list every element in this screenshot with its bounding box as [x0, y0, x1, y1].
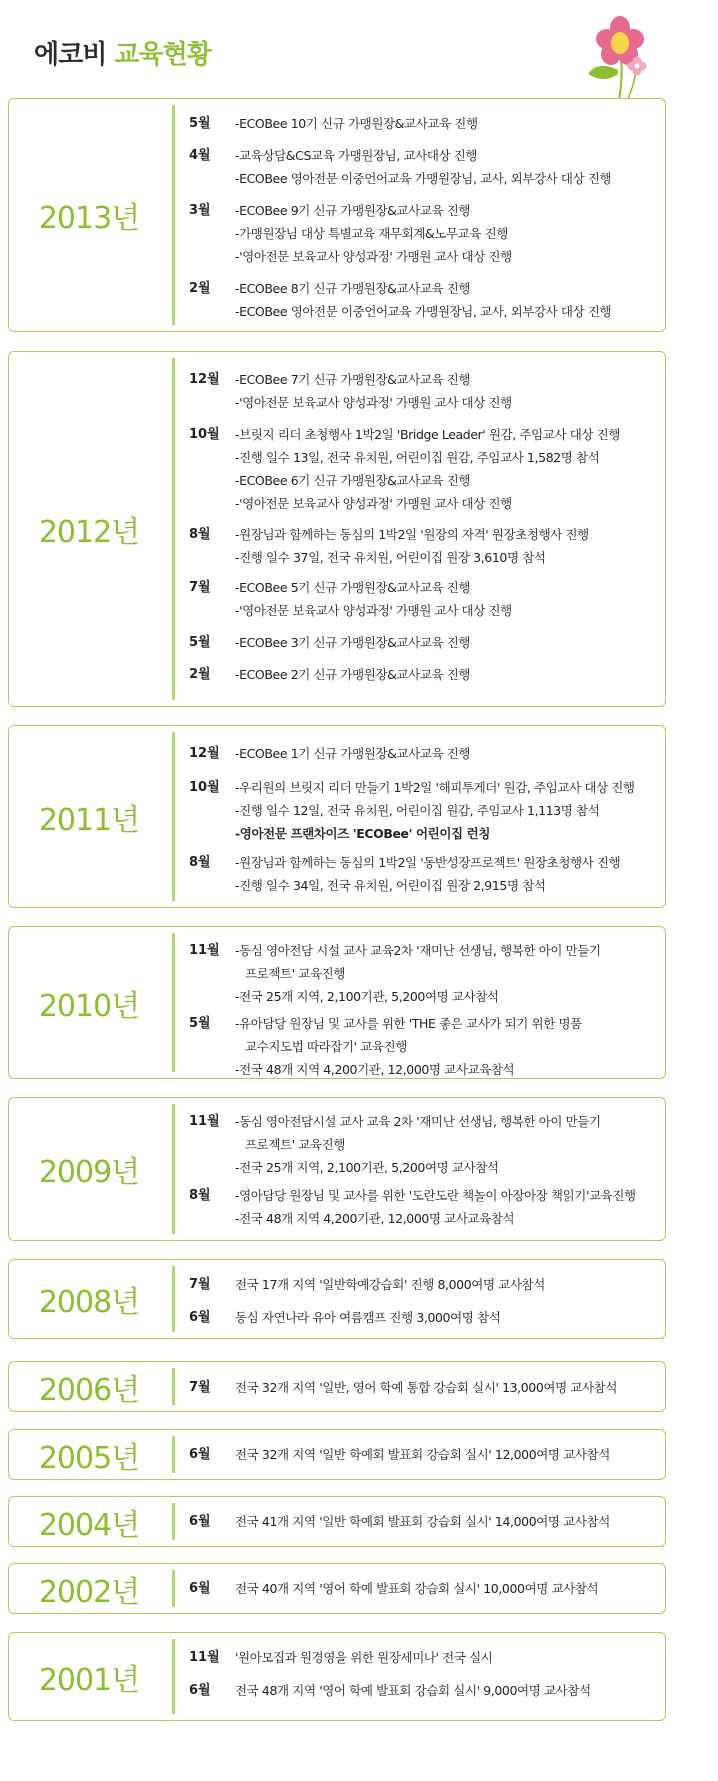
event-line: -교육상담&CS교육 가맹원장님, 교사대상 진행: [235, 148, 478, 163]
event-lines: [235, 776, 661, 845]
month-label: 11월: [189, 943, 220, 958]
year-divider: [172, 1266, 175, 1332]
event-line: 교수지도법 따라잡기' 교육진행: [245, 1039, 407, 1054]
month-label: 5월: [189, 1016, 211, 1031]
timeline-card-9: [8, 1563, 666, 1614]
event-line: -전국 25개 지역, 2,100기관, 5,200여명 교사참석: [235, 989, 499, 1004]
event-lines: [235, 939, 661, 1008]
event-lines: [235, 1110, 661, 1179]
events-list: [189, 927, 661, 1078]
events-list: [189, 1633, 661, 1720]
year-label: 2006년: [38, 1372, 140, 1408]
event-line: -ECOBee 1기 신규 가맹원장&교사교육 진행: [235, 746, 471, 761]
month-label: 11월: [189, 1650, 220, 1665]
event-line: -영아담당 원장님 및 교사를 위한 '도란도란 책놀이 아장아장 책읽기'교육진행: [235, 1188, 636, 1203]
year-label: 2005년: [38, 1440, 140, 1476]
event-lines: [235, 1273, 661, 1296]
event-line: -영아전문 프랜차이즈 'ECOBee' 어린이집 런칭: [235, 826, 490, 841]
month-label: 4월: [189, 148, 211, 163]
event-line: -'영아전문 보육교사 양성과정' 가맹원 교사 대상 진행: [235, 496, 512, 511]
month-label: 6월: [189, 1581, 211, 1596]
month-label: 2월: [189, 667, 211, 682]
year-label: 2009년: [38, 1155, 140, 1190]
event-lines: [235, 576, 661, 622]
event-line: -ECOBee 2기 신규 가맹원장&교사교육 진행: [235, 667, 471, 682]
event-lines: [235, 663, 661, 686]
event-line: -브릿지 리더 초청행사 1박2일 'Bridge Leader' 원감, 주임교사 대상 진행: [235, 427, 621, 442]
year-divider: [172, 1570, 175, 1607]
event-line: -ECOBee 7기 신규 가맹원장&교사교육 진행: [235, 372, 471, 387]
month-label: 7월: [189, 580, 211, 595]
event-line: 전국 48개 지역 '영어 학예 발표회 강습회 실시' 9,000여명 교사참석: [235, 1683, 591, 1698]
event-line: 전국 17개 지역 '일반학예강습회' 진행 8,000여명 교사참석: [235, 1277, 545, 1292]
event-line: -동심 영아전담시설 교사 교육 2차 '재미난 선생님, 행복한 아이 만들기: [235, 1114, 601, 1129]
event-line: -전국 25개 지역, 2,100기관, 5,200여명 교사참석: [235, 1160, 499, 1175]
year-divider: [172, 1104, 175, 1234]
event-line: -ECOBee 3기 신규 가맹원장&교사교육 진행: [235, 635, 471, 650]
month-label: 8월: [189, 527, 211, 542]
event-line: -'영아전문 보육교사 양성과정' 가맹원 교사 대상 진행: [235, 395, 512, 410]
year-label: 2002년: [38, 1574, 140, 1610]
event-lines: [235, 277, 661, 323]
events-list: [189, 1497, 661, 1546]
page-title: [34, 34, 211, 71]
month-label: 8월: [189, 1188, 211, 1203]
events-list: [189, 352, 661, 706]
year-label: 2008년: [38, 1285, 140, 1320]
month-label: 12월: [189, 372, 220, 387]
timeline-card-8: [8, 1496, 666, 1547]
year-divider: [172, 1503, 175, 1540]
events-list: [189, 1260, 661, 1338]
month-label: 12월: [189, 746, 220, 761]
events-list: [189, 1430, 661, 1479]
month-label: 8월: [189, 855, 211, 870]
month-label: 3월: [189, 203, 211, 218]
month-label: 7월: [189, 1277, 211, 1292]
event-lines: [235, 112, 661, 135]
event-line: -진행 일수 34일, 전국 유치원, 어린이집 원장 2,915명 참석: [235, 878, 546, 893]
event-line: 전국 32개 지역 '일반, 영어 학예 통합 강습회 실시' 13,000여명 교사참석: [235, 1380, 618, 1395]
event-line: -ECOBee 10기 신규 가맹원장&교사교육 진행: [235, 116, 478, 131]
events-list: [189, 1098, 661, 1240]
month-label: 6월: [189, 1514, 211, 1529]
year-label: 2011년: [38, 802, 140, 838]
year-label: 2001년: [38, 1662, 140, 1698]
event-line: -전국 48개 지역 4,200기관, 12,000명 교사교육참석: [235, 1062, 515, 1077]
month-label: 11월: [189, 1114, 220, 1129]
event-line: 전국 32개 지역 '일반 학예회 발표회 강습회 실시' 12,000여명 교사참석: [235, 1447, 610, 1462]
event-lines: [235, 523, 661, 569]
event-line: -ECOBee 영아전문 이중언어교육 가맹원장님, 교사, 외부강사 대상 진행: [235, 171, 612, 186]
event-lines: [235, 368, 661, 414]
event-line: -ECOBee 8기 신규 가맹원장&교사교육 진행: [235, 281, 471, 296]
month-label: 5월: [189, 635, 211, 650]
event-lines: [235, 1184, 661, 1230]
year-divider: [172, 105, 175, 325]
year-label: 2013년: [38, 201, 140, 236]
event-lines: [235, 199, 661, 268]
event-lines: [235, 423, 661, 515]
month-label: 10월: [189, 427, 220, 442]
month-label: 7월: [189, 1380, 211, 1395]
event-lines: [235, 851, 661, 897]
month-label: 2월: [189, 281, 211, 296]
event-lines: [235, 1306, 661, 1329]
title-subject: 교육현황: [114, 40, 211, 70]
timeline-card-1: [8, 351, 666, 707]
event-line: 프로젝트' 교육진행: [245, 966, 346, 981]
event-line: 전국 41개 지역 '일반 학예회 발표회 강습회 실시' 14,000여명 교사참석: [235, 1514, 610, 1529]
event-line: -진행 일수 12일, 전국 유치원, 어린이집 원감, 주임교사 1,113명 참석: [235, 803, 600, 818]
event-line: -진행 일수 13일, 전국 유치원, 어린이집 원감, 주임교사 1,582명 참석: [235, 450, 600, 465]
timeline-card-7: [8, 1429, 666, 1480]
event-lines: [235, 1510, 661, 1533]
timeline-card-3: [8, 926, 666, 1079]
event-lines: [235, 1577, 661, 1600]
title-brand: 에코비: [34, 40, 107, 70]
event-lines: [235, 1679, 661, 1702]
year-divider: [172, 1436, 175, 1473]
flower-icon: [580, 8, 670, 104]
event-line: 동심 자연나라 유아 여름캠프 진행 3,000여명 참석: [235, 1310, 501, 1325]
event-lines: [235, 1646, 661, 1669]
month-label: 10월: [189, 780, 220, 795]
year-divider: [172, 358, 175, 700]
year-divider: [172, 1639, 175, 1714]
event-line: -ECOBee 9기 신규 가맹원장&교사교육 진행: [235, 203, 471, 218]
timeline-card-5: [8, 1259, 666, 1339]
timeline-card-0: [8, 98, 666, 332]
event-line: -유아담당 원장님 및 교사를 위한 'THE 좋은 교사가 되기 위한 명품: [235, 1016, 582, 1031]
year-label: 2004년: [38, 1507, 140, 1543]
year-label: 2010년: [38, 988, 140, 1024]
year-divider: [172, 933, 175, 1072]
year-divider: [172, 732, 175, 901]
event-lines: [235, 144, 661, 190]
event-line: -동심 영아전담 시설 교사 교육2차 '재미난 선생님, 행복한 아이 만들기: [235, 943, 601, 958]
events-list: [189, 1362, 661, 1411]
event-lines: [235, 1376, 661, 1399]
event-line: '원아모집과 원경영을 위한 원장세미나' 전국 실시: [235, 1650, 493, 1665]
timeline-card-2: [8, 725, 666, 908]
event-line: -ECOBee 6기 신규 가맹원장&교사교육 진행: [235, 473, 471, 488]
event-line: -진행 일수 37일, 전국 유치원, 어린이집 원장 3,610명 참석: [235, 550, 546, 565]
event-line: -전국 48개 지역 4,200기관, 12,000명 교사교육참석: [235, 1211, 515, 1226]
event-line: -'영아전문 보육교사 양성과정' 가맹원 교사 대상 진행: [235, 249, 512, 264]
event-line: -원장님과 함께하는 동심의 1박2일 '동반성장프로젝트' 원장초청행사 진행: [235, 855, 621, 870]
event-lines: [235, 742, 661, 765]
timeline-card-6: [8, 1361, 666, 1412]
event-lines: [235, 631, 661, 654]
events-list: [189, 1564, 661, 1613]
month-label: 6월: [189, 1683, 211, 1698]
event-line: -'영아전문 보육교사 양성과정' 가맹원 교사 대상 진행: [235, 603, 512, 618]
event-lines: [235, 1012, 661, 1081]
month-label: 5월: [189, 116, 211, 131]
event-lines: [235, 1443, 661, 1466]
timeline-card-4: [8, 1097, 666, 1241]
event-line: 프로젝트' 교육진행: [245, 1137, 346, 1152]
event-line: -우리원의 브릿지 리더 만들기 1박2일 '해피투게더' 원감, 주임교사 대상 진행: [235, 780, 635, 795]
event-line: 전국 40개 지역 '영어 학예 발표회 강습회 실시' 10,000여명 교사참석: [235, 1581, 599, 1596]
month-label: 6월: [189, 1447, 211, 1462]
month-label: 6월: [189, 1310, 211, 1325]
year-label: 2012년: [38, 515, 140, 550]
year-divider: [172, 1368, 175, 1405]
event-line: -가맹원장님 대상 특별교육 재무회계&노무교육 진행: [235, 226, 508, 241]
events-list: [189, 726, 661, 907]
event-line: -ECOBee 5기 신규 가맹원장&교사교육 진행: [235, 580, 471, 595]
event-line: -원장님과 함께하는 동심의 1박2일 '원장의 자격' 원장초청행사 진행: [235, 527, 589, 542]
events-list: [189, 99, 661, 331]
event-line: -ECOBee 영아전문 이중언어교육 가맹원장님, 교사, 외부강사 대상 진행: [235, 304, 612, 319]
timeline-card-10: [8, 1632, 666, 1721]
